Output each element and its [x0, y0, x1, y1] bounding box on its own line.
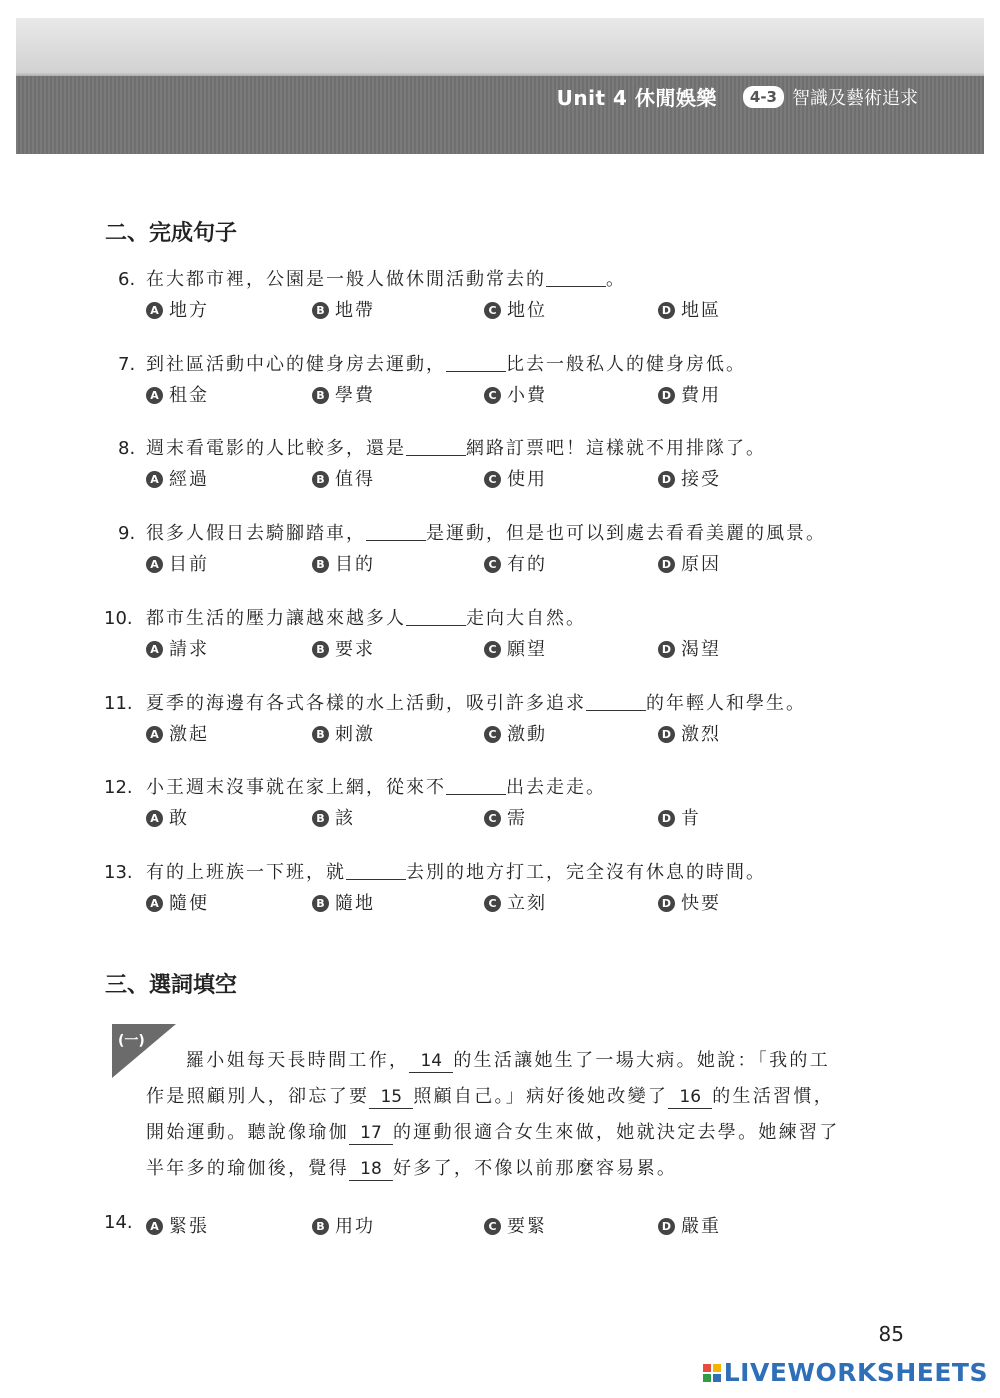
option-c[interactable] — [484, 635, 547, 661]
option-a[interactable] — [146, 720, 209, 746]
option-letter-icon: D — [658, 810, 675, 827]
question-options — [104, 381, 904, 411]
option-letter-icon: A — [146, 1218, 163, 1235]
option-letter-icon: C — [484, 1218, 501, 1235]
option-c[interactable] — [484, 550, 547, 576]
question-14-options — [104, 1212, 904, 1242]
passage-badge-label: (一) — [118, 1033, 145, 1049]
question-text: 小王週末沒事就在家上網，從來不 — [146, 777, 446, 798]
option-text: 原因 — [681, 554, 721, 575]
answer-blank[interactable] — [366, 522, 426, 541]
option-a[interactable] — [146, 296, 209, 322]
option-text: 費用 — [681, 385, 721, 406]
passage-blank-16[interactable]: 16 — [668, 1086, 712, 1109]
answer-blank[interactable] — [586, 692, 646, 711]
option-d[interactable] — [658, 635, 721, 661]
option-b[interactable] — [312, 804, 355, 830]
question-stem — [104, 605, 904, 633]
question-number: 12. — [104, 777, 133, 798]
option-letter-icon: B — [312, 726, 329, 743]
option-letter-icon: A — [146, 895, 163, 912]
option-c[interactable] — [484, 465, 547, 491]
question-text: 週末看電影的人比較多，還是 — [146, 438, 406, 459]
option-letter-icon: A — [146, 302, 163, 319]
option-text: 需 — [507, 808, 527, 829]
option-a[interactable] — [146, 465, 209, 491]
option-text: 該 — [335, 808, 355, 829]
question-text: 很多人假日去騎腳踏車， — [146, 523, 366, 544]
question-item — [104, 520, 904, 580]
option-letter-icon: D — [658, 726, 675, 743]
option-text: 目前 — [169, 554, 209, 575]
liveworksheets-logo-icon — [703, 1364, 721, 1382]
option-text: 嚴重 — [681, 1216, 721, 1237]
question-text: 。 — [606, 269, 626, 290]
answer-blank[interactable] — [446, 776, 506, 795]
question-stem — [104, 859, 904, 887]
question-options — [104, 720, 904, 750]
option-text: 激起 — [169, 724, 209, 745]
option-letter-icon: D — [658, 471, 675, 488]
passage-text: 照顧自己。」病好後她改變了 — [413, 1086, 669, 1107]
option-c[interactable] — [484, 804, 527, 830]
option-a[interactable] — [146, 889, 209, 915]
option-text: 有的 — [507, 554, 547, 575]
option-d[interactable] — [658, 889, 721, 915]
option-letter-icon: C — [484, 556, 501, 573]
option-text: 學費 — [335, 385, 375, 406]
question-stem — [104, 520, 904, 548]
question-text: 出去走走。 — [506, 777, 606, 798]
option-d[interactable] — [658, 465, 721, 491]
option-d[interactable] — [658, 1212, 721, 1238]
option-letter-icon: B — [312, 810, 329, 827]
option-text: 地區 — [681, 300, 721, 321]
question-options — [104, 804, 904, 834]
option-text: 用功 — [335, 1216, 375, 1237]
question-number: 10. — [104, 608, 133, 629]
option-letter-icon: C — [484, 810, 501, 827]
option-letter-icon: A — [146, 556, 163, 573]
option-letter-icon: C — [484, 387, 501, 404]
question-14 — [104, 1210, 904, 1242]
answer-blank[interactable] — [446, 353, 506, 372]
question-text: 去別的地方打工，完全沒有休息的時間。 — [406, 862, 766, 883]
option-text: 願望 — [507, 639, 547, 660]
answer-blank[interactable] — [346, 861, 406, 880]
option-letter-icon: B — [312, 556, 329, 573]
question-number: 9. — [118, 523, 136, 544]
passage-line — [146, 1043, 876, 1079]
option-letter-icon: D — [658, 641, 675, 658]
option-text: 要緊 — [507, 1216, 547, 1237]
unit-sub-badge: 4-3 — [743, 86, 784, 108]
section-title-complete-sentences: 二、完成句子 — [105, 221, 238, 246]
option-letter-icon: A — [146, 810, 163, 827]
option-text: 隨便 — [169, 893, 209, 914]
option-letter-icon: C — [484, 895, 501, 912]
question-number: 14. — [104, 1212, 133, 1233]
answer-blank[interactable] — [406, 437, 466, 456]
question-number: 11. — [104, 693, 133, 714]
section-title-fill-words: 三、選詞填空 — [105, 973, 238, 998]
question-stem — [104, 351, 904, 379]
option-d[interactable] — [658, 720, 721, 746]
question-options — [104, 550, 904, 580]
passage-blank-14[interactable]: 14 — [409, 1050, 453, 1073]
passage-text: 羅小姐每天長時間工作， — [186, 1050, 410, 1071]
passage-blank-17[interactable]: 17 — [349, 1122, 393, 1145]
option-b[interactable] — [312, 635, 375, 661]
question-stem — [104, 266, 904, 294]
unit-sub-title: 智識及藝術追求 — [792, 87, 918, 109]
page-number: 85 — [878, 1322, 904, 1346]
option-text: 地位 — [507, 300, 547, 321]
question-text: 夏季的海邊有各式各樣的水上活動，吸引許多追求 — [146, 693, 586, 714]
passage-text: 半年多的瑜伽後，覺得 — [146, 1158, 349, 1179]
option-d[interactable] — [658, 550, 721, 576]
option-letter-icon: D — [658, 895, 675, 912]
option-text: 請求 — [169, 639, 209, 660]
option-b[interactable] — [312, 465, 375, 491]
option-b[interactable] — [312, 889, 375, 915]
option-text: 使用 — [507, 469, 547, 490]
question-number: 6. — [118, 269, 136, 290]
option-a[interactable] — [146, 550, 209, 576]
option-text: 緊張 — [169, 1216, 209, 1237]
question-item — [104, 690, 904, 750]
option-c[interactable] — [484, 720, 547, 746]
question-text: 有的上班族一下班，就 — [146, 862, 346, 883]
option-letter-icon: C — [484, 471, 501, 488]
option-c[interactable] — [484, 1212, 547, 1238]
question-options — [104, 465, 904, 495]
option-c[interactable] — [484, 381, 547, 407]
option-letter-icon: C — [484, 302, 501, 319]
question-number: 7. — [118, 354, 136, 375]
passage-text: 的生活讓她生了一場大病。她說：「我的工 — [453, 1050, 831, 1071]
option-text: 地方 — [169, 300, 209, 321]
question-text: 到社區活動中心的健身房去運動， — [146, 354, 446, 375]
passage-text: 的生活習慣， — [712, 1086, 835, 1107]
option-c[interactable] — [484, 296, 547, 322]
passage-text: 的運動很適合女生來做，她就決定去學。她練習了 — [393, 1122, 840, 1143]
option-text: 敢 — [169, 808, 189, 829]
passage-blank-18[interactable]: 18 — [349, 1158, 393, 1181]
passage-line — [146, 1151, 876, 1187]
question-item — [104, 605, 904, 665]
option-a[interactable] — [146, 1212, 209, 1238]
question-text: 走向大自然。 — [466, 608, 586, 629]
option-text: 快要 — [681, 893, 721, 914]
option-letter-icon: B — [312, 1218, 329, 1235]
header-title — [557, 82, 918, 111]
passage-blank-15[interactable]: 15 — [369, 1086, 413, 1109]
question-options — [104, 296, 904, 326]
question-text: 在大都市裡，公園是一般人做休閒活動常去的 — [146, 269, 546, 290]
passage-line — [146, 1115, 876, 1151]
option-text: 目的 — [335, 554, 375, 575]
option-d[interactable] — [658, 381, 721, 407]
question-options — [104, 635, 904, 665]
option-letter-icon: D — [658, 556, 675, 573]
option-text: 刺激 — [335, 724, 375, 745]
question-stem — [104, 690, 904, 718]
question-number: 13. — [104, 862, 133, 883]
option-a[interactable] — [146, 381, 209, 407]
option-letter-icon: C — [484, 726, 501, 743]
option-letter-icon: B — [312, 641, 329, 658]
question-number: 8. — [118, 438, 136, 459]
option-b[interactable] — [312, 381, 375, 407]
option-text: 值得 — [335, 469, 375, 490]
answer-blank[interactable] — [546, 268, 606, 287]
option-letter-icon: B — [312, 471, 329, 488]
watermark-text: LIVEWORKSHEETS — [723, 1358, 988, 1387]
unit-label: Unit 4 休閒娛樂 — [556, 86, 717, 110]
question-stem — [104, 435, 904, 463]
passage-line — [146, 1079, 876, 1115]
option-a[interactable] — [146, 635, 209, 661]
passage-text: 好多了，不像以前那麼容易累。 — [393, 1158, 678, 1179]
option-letter-icon: A — [146, 726, 163, 743]
passage — [146, 1043, 876, 1187]
option-text: 接受 — [681, 469, 721, 490]
question-text: 比去一般私人的健身房低。 — [506, 354, 746, 375]
option-text: 渴望 — [681, 639, 721, 660]
option-text: 小費 — [507, 385, 547, 406]
option-d[interactable] — [658, 296, 721, 322]
question-text: 是運動，但是也可以到處去看看美麗的風景。 — [426, 523, 826, 544]
option-letter-icon: A — [146, 471, 163, 488]
option-letter-icon: B — [312, 895, 329, 912]
option-text: 激烈 — [681, 724, 721, 745]
option-text: 地帶 — [335, 300, 375, 321]
question-item — [104, 859, 904, 919]
option-text: 立刻 — [507, 893, 547, 914]
passage-text: 開始運動。聽說像瑜伽 — [146, 1122, 349, 1143]
option-letter-icon: D — [658, 1218, 675, 1235]
option-text: 租金 — [169, 385, 209, 406]
option-c[interactable] — [484, 889, 547, 915]
question-item — [104, 266, 904, 326]
question-item — [104, 351, 904, 411]
question-text: 網路訂票吧！這樣就不用排隊了。 — [466, 438, 766, 459]
question-options — [104, 889, 904, 919]
watermark — [703, 1358, 988, 1387]
option-text: 經過 — [169, 469, 209, 490]
question-item — [104, 435, 904, 495]
question-text: 的年輕人和學生。 — [646, 693, 806, 714]
option-b[interactable] — [312, 1212, 375, 1238]
option-d[interactable] — [658, 804, 701, 830]
option-text: 激動 — [507, 724, 547, 745]
option-text: 要求 — [335, 639, 375, 660]
option-letter-icon: D — [658, 302, 675, 319]
option-text: 隨地 — [335, 893, 375, 914]
option-letter-icon: A — [146, 387, 163, 404]
option-letter-icon: B — [312, 302, 329, 319]
option-letter-icon: A — [146, 641, 163, 658]
option-b[interactable] — [312, 296, 375, 322]
option-letter-icon: C — [484, 641, 501, 658]
option-b[interactable] — [312, 550, 375, 576]
option-a[interactable] — [146, 804, 189, 830]
option-text: 肯 — [681, 808, 701, 829]
option-b[interactable] — [312, 720, 375, 746]
passage-text: 作是照顧別人，卻忘了要 — [146, 1086, 370, 1107]
question-item — [104, 774, 904, 834]
option-letter-icon: D — [658, 387, 675, 404]
answer-blank[interactable] — [406, 607, 466, 626]
question-stem — [104, 774, 904, 802]
option-letter-icon: B — [312, 387, 329, 404]
question-text: 都市生活的壓力讓越來越多人 — [146, 608, 406, 629]
